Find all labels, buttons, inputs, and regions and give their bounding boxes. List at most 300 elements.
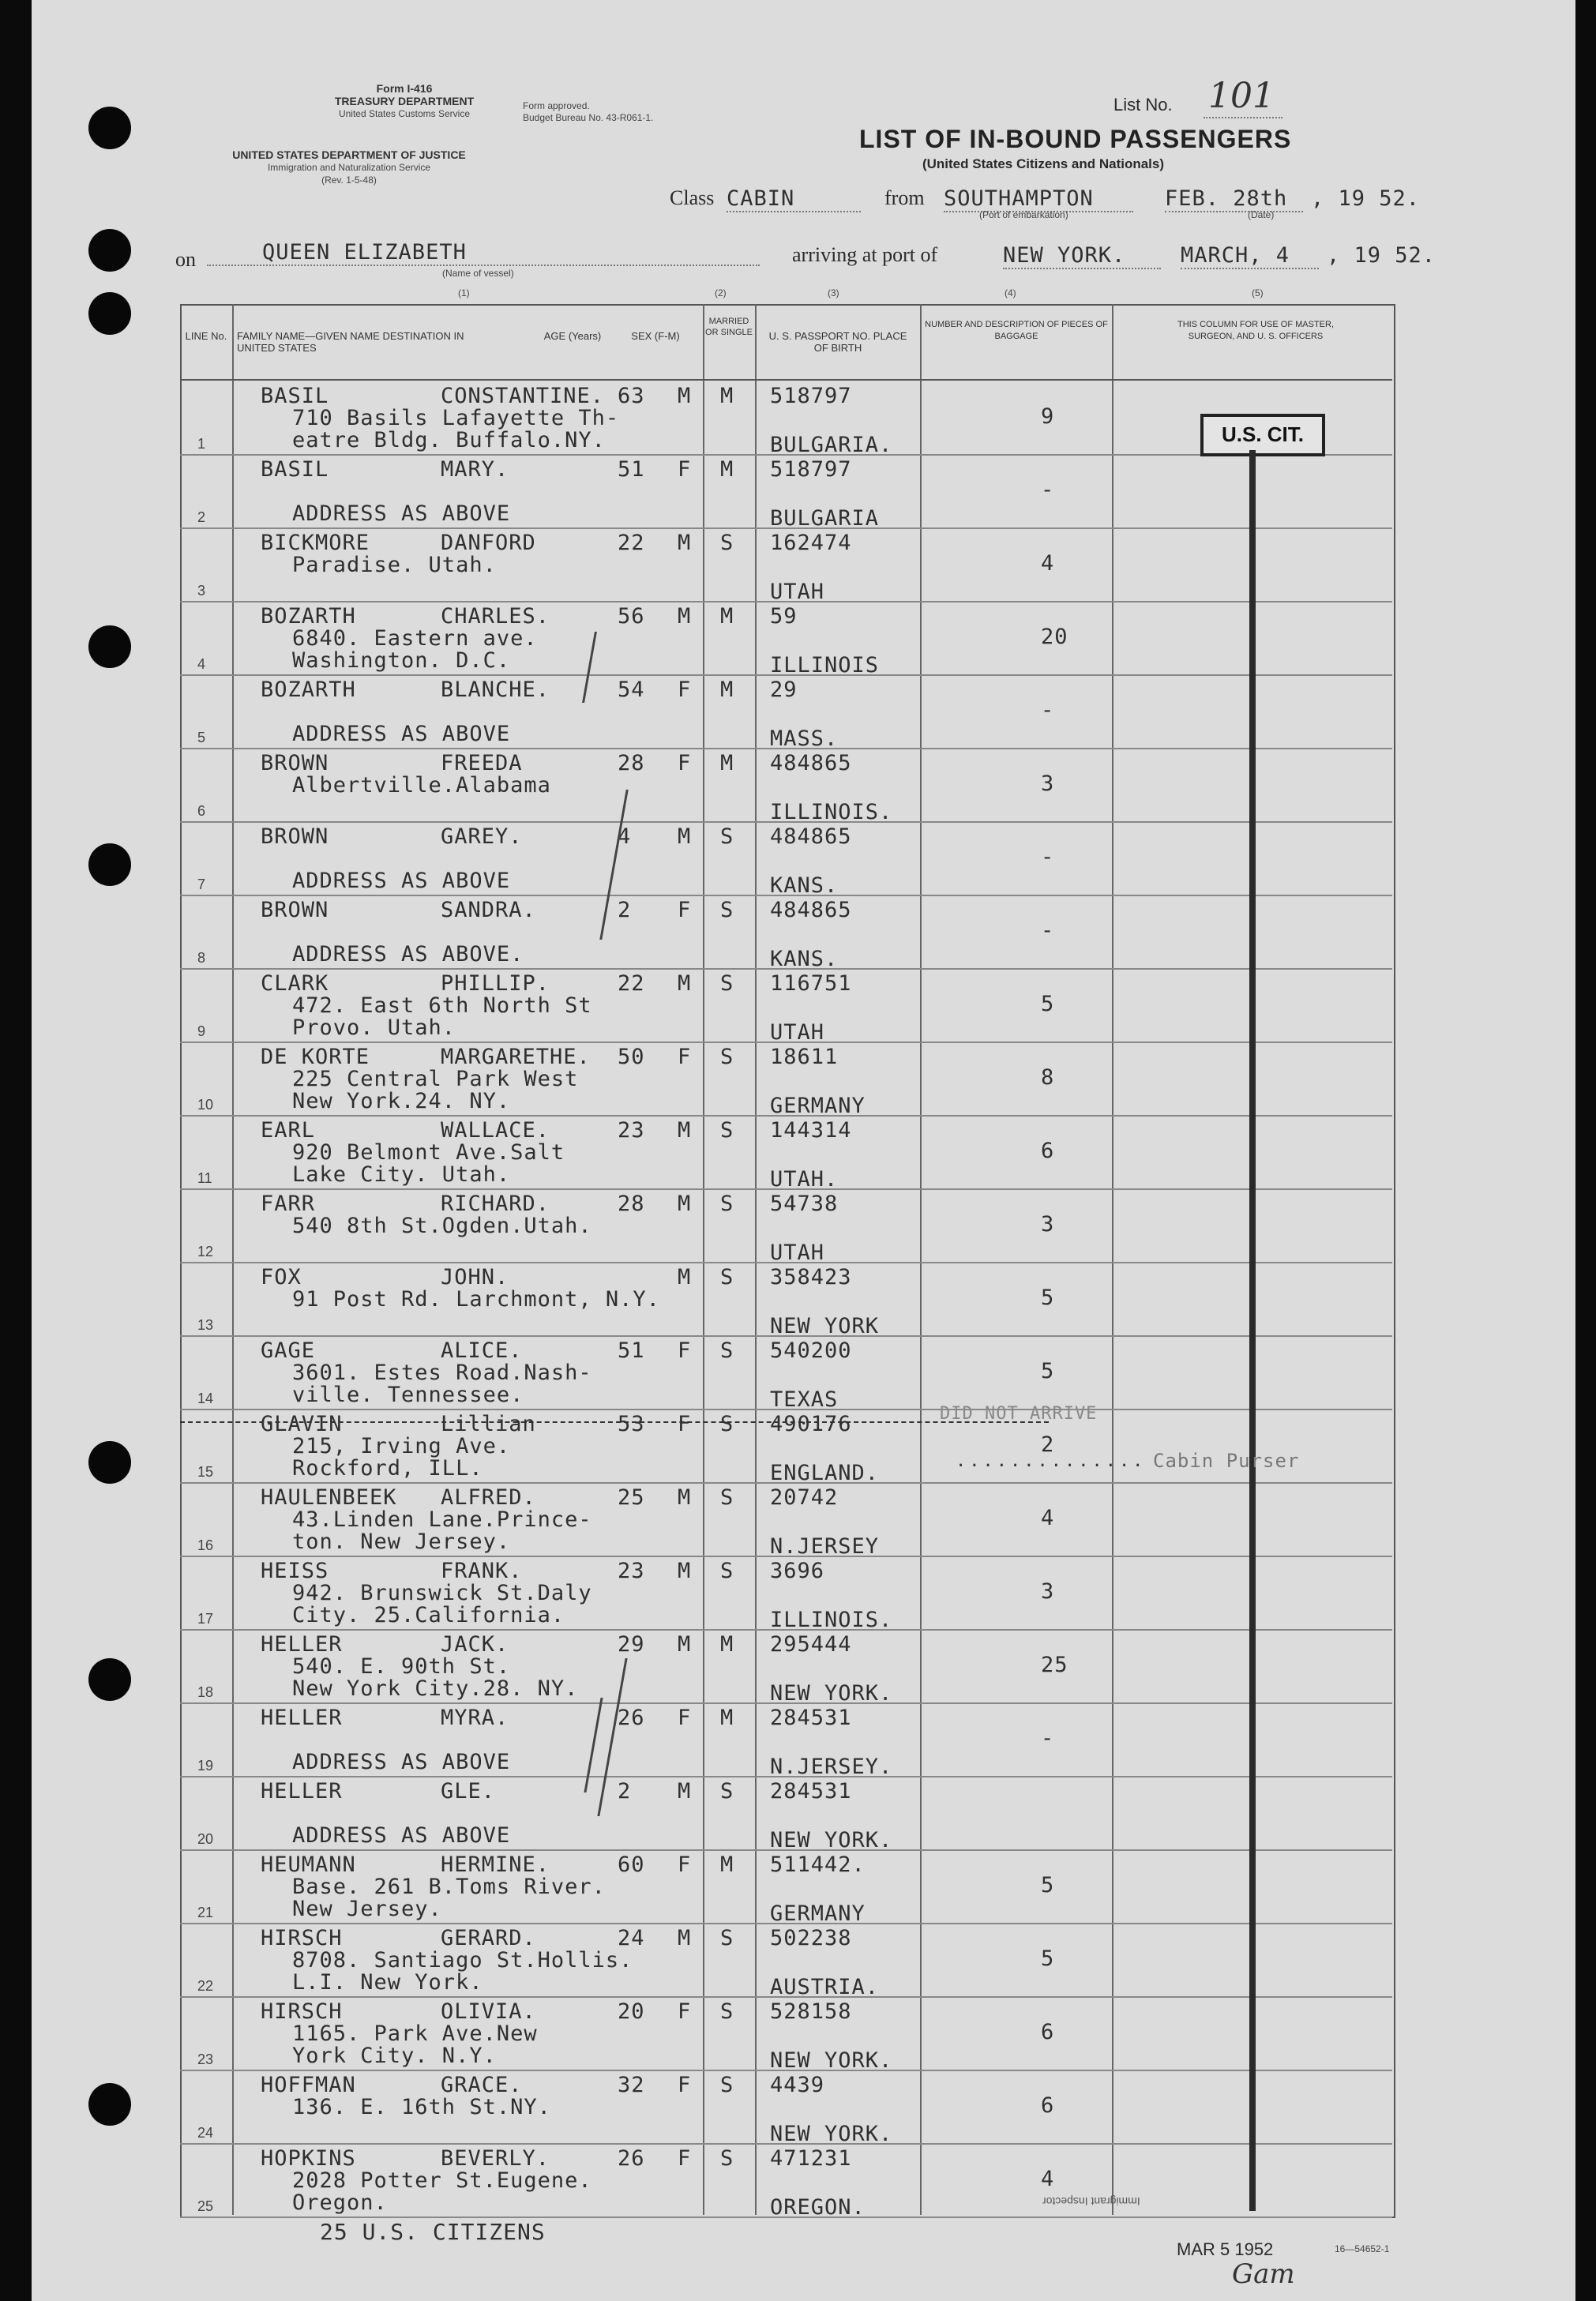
place-of-birth: NEW YORK. — [770, 1681, 893, 1706]
family-name: BASIL — [261, 457, 329, 482]
punch-hole — [88, 292, 131, 335]
address-line-2: Provo. Utah. — [292, 1015, 456, 1040]
address-line-2: ADDRESS AS ABOVE — [292, 869, 511, 893]
address-line-1: 540. E. 90th St. — [292, 1654, 511, 1679]
place-of-birth: N.JERSEY — [770, 1534, 880, 1559]
port-embark-caption: (Port of embarkation) — [979, 209, 1068, 220]
form-subtitle: (United States Citizens and Nationals) — [922, 156, 1165, 171]
line-number: 8 — [197, 950, 206, 966]
given-name: BLANCHE. — [441, 678, 550, 702]
sex: M — [678, 604, 692, 629]
marital-status: S — [720, 1412, 734, 1436]
header-divider — [180, 379, 1392, 381]
place-of-birth: MASS. — [770, 726, 839, 751]
sex: M — [678, 1118, 692, 1143]
customs-service: United States Customs Service — [338, 108, 471, 119]
line-number: 7 — [197, 876, 206, 892]
given-name: FREEDA — [441, 751, 523, 775]
sex: F — [678, 1999, 692, 2024]
age: 22 — [618, 971, 645, 996]
address-line-2: ton. New Jersey. — [292, 1530, 511, 1554]
col-divider — [1112, 304, 1113, 2215]
baggage-count: 5 — [1041, 992, 1055, 1016]
age: 54 — [618, 678, 645, 702]
punch-hole — [88, 1441, 131, 1484]
class-label: Class — [670, 186, 715, 209]
address-line-1: 215, Irving Ave. — [292, 1434, 511, 1458]
line-number: 15 — [197, 1464, 214, 1480]
form-approved: Form approved. — [523, 100, 590, 111]
arriving-label: arriving at port of — [792, 243, 938, 266]
passport-no: 144314 — [770, 1118, 852, 1143]
punch-hole — [88, 107, 131, 149]
baggage-count: 4 — [1041, 2167, 1055, 2191]
marital-status: S — [720, 1485, 734, 1510]
marital-status: S — [720, 1999, 734, 2024]
col-num-2: (2) — [715, 287, 727, 298]
family-name: BOZARTH — [261, 678, 356, 702]
age: 51 — [618, 457, 645, 482]
baggage-count: 8 — [1041, 1065, 1055, 1090]
address-line-2: New Jersey. — [292, 1897, 442, 1921]
punch-hole — [88, 229, 131, 272]
line-number: 14 — [197, 1391, 214, 1406]
marital-status: S — [720, 971, 734, 996]
place-of-birth: BULGARIA — [770, 506, 880, 531]
passport-no: 162474 — [770, 531, 852, 555]
sex: M — [678, 1632, 692, 1657]
place-of-birth: KANS. — [770, 947, 839, 971]
from-label: from — [884, 186, 925, 209]
baggage-count: 6 — [1041, 2020, 1055, 2044]
punch-hole — [88, 843, 131, 886]
baggage-count: - — [1041, 845, 1055, 869]
baggage-count: 3 — [1041, 1579, 1055, 1604]
sex: M — [678, 1265, 692, 1289]
given-name: MYRA. — [441, 1706, 509, 1730]
address-line-2: New York.24. NY. — [292, 1089, 511, 1113]
vessel-value: QUEEN ELIZABETH — [207, 240, 760, 266]
baggage-count: 2 — [1041, 1432, 1055, 1457]
strike-line — [180, 1421, 1049, 1423]
place-of-birth: NEW YORK. — [770, 1828, 893, 1852]
revision: (Rev. 1-5-48) — [321, 175, 377, 186]
address-line-2: ADDRESS AS ABOVE — [292, 1823, 511, 1848]
hdr-name: FAMILY NAME—GIVEN NAME DESTINATION IN UNITED STATES — [237, 330, 464, 354]
address-line-2: ville. Tennessee. — [292, 1383, 524, 1407]
passport-no: 18611 — [770, 1045, 839, 1069]
address-line-1: 942. Brunswick St.Daly — [292, 1581, 592, 1605]
date-value: FEB. 28th — [1165, 186, 1303, 212]
marital-status: M — [720, 457, 734, 482]
marital-status: M — [720, 384, 734, 408]
address-line-2: Rockford, ILL. — [292, 1456, 483, 1481]
punch-hole — [88, 1658, 131, 1701]
place-of-birth: UTAH — [770, 580, 825, 604]
passport-no: 59 — [770, 604, 798, 629]
family-name: HELLER — [261, 1706, 343, 1730]
list-no-label: List No. — [1113, 95, 1173, 114]
line-number: 19 — [197, 1758, 214, 1774]
did-not-arrive-note: DID NOT ARRIVE — [940, 1404, 1098, 1424]
sex: F — [678, 751, 692, 775]
age: 25 — [618, 1485, 645, 1510]
marital-status: M — [720, 604, 734, 629]
family-name: HOPKINS — [261, 2146, 356, 2171]
given-name: MARY. — [441, 457, 509, 482]
passport-no: 20742 — [770, 1485, 839, 1510]
age: 20 — [618, 1999, 645, 2024]
address-line-1: 91 Post Rd. Larchmont, N.Y. — [292, 1287, 660, 1312]
on-label: on — [175, 248, 196, 271]
marital-status: S — [720, 1779, 734, 1804]
line-number: 22 — [197, 1978, 214, 1994]
address-line-1: 8708. Santiago St.Hollis. — [292, 1948, 633, 1973]
from-value: SOUTHAMPTON — [944, 186, 1133, 212]
passport-no: 116751 — [770, 971, 852, 996]
sex: F — [678, 1706, 692, 1730]
handwritten-initials: Gam — [1232, 2258, 1295, 2290]
address-line-1: 6840. Eastern ave. — [292, 626, 538, 651]
family-name: FARR — [261, 1192, 316, 1216]
arrival-port: NEW YORK. — [1003, 243, 1161, 269]
age: 63 — [618, 384, 645, 408]
sex: F — [678, 1338, 692, 1363]
marital-status: S — [720, 1192, 734, 1216]
sex: F — [678, 898, 692, 922]
line-number: 4 — [197, 656, 206, 672]
age: 4 — [618, 824, 632, 849]
given-name: CHARLES. — [441, 604, 550, 629]
family-name: BROWN — [261, 751, 329, 775]
place-of-birth: NEW YORK. — [770, 2122, 893, 2146]
col-divider — [755, 304, 757, 2215]
family-name: DE KORTE — [261, 1045, 370, 1069]
marital-status: S — [720, 1045, 734, 1069]
age: 28 — [618, 751, 645, 775]
age: 50 — [618, 1045, 645, 1069]
line-number: 20 — [197, 1831, 214, 1847]
hdr-officers: THIS COLUMN FOR USE OF MASTER, SURGEON, AND U. S. OFFICERS — [1177, 320, 1334, 341]
address-line-1: 710 Basils Lafayette Th- — [292, 406, 620, 430]
line-number: 5 — [197, 730, 206, 745]
family-name: HELLER — [261, 1632, 343, 1657]
place-of-birth: TEXAS — [770, 1387, 839, 1412]
place-of-birth: GERMANY — [770, 1094, 866, 1118]
family-name: FOX — [261, 1265, 302, 1289]
passport-no: 3696 — [770, 1559, 825, 1583]
passport-no: 484865 — [770, 898, 852, 922]
baggage-count: 6 — [1041, 2093, 1055, 2118]
marital-status: M — [720, 751, 734, 775]
place-of-birth: UTAH — [770, 1241, 825, 1265]
given-name: DANFORD — [441, 531, 536, 555]
given-name: PHILLIP. — [441, 971, 550, 996]
passport-no: 295444 — [770, 1632, 852, 1657]
form-number: Form I-416 — [376, 82, 433, 95]
sex: M — [678, 1779, 692, 1804]
place-of-birth: ILLINOIS — [770, 653, 880, 678]
given-name: ALFRED. — [441, 1485, 536, 1510]
sex: M — [678, 824, 692, 849]
sex: F — [678, 1412, 692, 1436]
address-line-1: Paradise. Utah. — [292, 553, 497, 577]
address-line-2: York City. N.Y. — [292, 2044, 497, 2068]
list-no-underline — [1204, 117, 1282, 118]
passport-no: 490176 — [770, 1412, 852, 1436]
place-of-birth: ENGLAND. — [770, 1461, 880, 1485]
age: 26 — [618, 1706, 645, 1730]
passport-no: 284531 — [770, 1706, 852, 1730]
address-line-1: 472. East 6th North St — [292, 993, 592, 1018]
address-line-1: Base. 261 B.Toms River. — [292, 1875, 606, 1899]
baggage-count: 4 — [1041, 1506, 1055, 1530]
given-name: GLE. — [441, 1779, 496, 1804]
given-name: JACK. — [441, 1632, 509, 1657]
line-number: 17 — [197, 1611, 214, 1627]
given-name: RICHARD. — [441, 1192, 550, 1216]
place-of-birth: ILLINOIS. — [770, 1608, 893, 1632]
hdr-married: MARRIED OR SINGLE — [705, 317, 753, 337]
marital-status: S — [720, 824, 734, 849]
baggage-count: 20 — [1041, 625, 1068, 649]
place-of-birth: UTAH — [770, 1020, 825, 1045]
place-of-birth: N.JERSEY. — [770, 1755, 893, 1779]
address-line-1: 225 Central Park West — [292, 1067, 579, 1091]
marital-status: S — [720, 531, 734, 555]
line-number: 6 — [197, 803, 206, 819]
marital-status: M — [720, 1852, 734, 1877]
address-line-2: eatre Bldg. Buffalo.NY. — [292, 428, 606, 452]
inspector-stamp: Immigrant Inspector — [1042, 2195, 1140, 2208]
col-num-5: (5) — [1252, 287, 1264, 298]
given-name: Lillian — [441, 1412, 536, 1436]
place-of-birth: UTAH. — [770, 1167, 839, 1192]
address-line-2: New York City.28. NY. — [292, 1676, 579, 1701]
justice-dept: UNITED STATES DEPARTMENT OF JUSTICE — [232, 148, 466, 161]
line-number: 24 — [197, 2125, 214, 2141]
hdr-age: AGE (Years) — [543, 330, 602, 342]
address-line-2: ADDRESS AS ABOVE. — [292, 942, 524, 967]
age: 56 — [618, 604, 645, 629]
col-num-3: (3) — [828, 287, 839, 298]
line-number: 16 — [197, 1537, 214, 1553]
col-divider — [920, 304, 922, 2215]
sex: F — [678, 457, 692, 482]
col-divider — [232, 304, 234, 2215]
line-number: 23 — [197, 2051, 214, 2067]
line-number: 25 — [197, 2198, 214, 2214]
age: 2 — [618, 1779, 632, 1804]
passport-no: 4439 — [770, 2073, 825, 2097]
line-number: 10 — [197, 1097, 214, 1113]
hdr-line-no: LINE No. — [185, 330, 227, 342]
place-of-birth: KANS. — [770, 873, 839, 898]
address-line-1: 136. E. 16th St.NY. — [292, 2095, 551, 2119]
given-name: CONSTANTINE. — [441, 384, 605, 408]
baggage-count: - — [1041, 478, 1055, 502]
given-name: JOHN. — [441, 1265, 509, 1289]
list-no-value: 101 — [1208, 76, 1275, 116]
baggage-count: - — [1041, 918, 1055, 943]
baggage-count: 3 — [1041, 771, 1055, 796]
sex: M — [678, 1559, 692, 1583]
place-of-birth: GERMANY — [770, 1901, 866, 1926]
treasury-dept: TREASURY DEPARTMENT — [334, 95, 475, 107]
passport-no: 54738 — [770, 1192, 839, 1216]
marital-status: S — [720, 1926, 734, 1950]
date-caption: (Date) — [1248, 209, 1275, 220]
marital-status: S — [720, 2073, 734, 2097]
baggage-count: 4 — [1041, 551, 1055, 576]
place-of-birth: AUSTRIA. — [770, 1975, 880, 1999]
baggage-count: 3 — [1041, 1212, 1055, 1237]
given-name: BEVERLY. — [441, 2146, 550, 2171]
family-name: BOZARTH — [261, 604, 356, 629]
given-name: ALICE. — [441, 1338, 523, 1363]
address-line-2: Oregon. — [292, 2190, 388, 2215]
line-number: 21 — [197, 1905, 214, 1920]
address-line-1: 3601. Estes Road.Nash- — [292, 1361, 592, 1385]
place-of-birth: BULGARIA. — [770, 433, 893, 457]
given-name: HERMINE. — [441, 1852, 550, 1877]
address-line-2: ADDRESS AS ABOVE — [292, 1750, 511, 1774]
given-name: OLIVIA. — [441, 1999, 536, 2024]
address-line-1: 920 Belmont Ave.Salt — [292, 1140, 565, 1165]
baggage-count: 6 — [1041, 1139, 1055, 1163]
passport-no: 511442. — [770, 1852, 866, 1877]
year-1: , 19 52. — [1311, 186, 1421, 211]
passport-no: 484865 — [770, 824, 852, 849]
family-name: BICKMORE — [261, 531, 370, 555]
marital-status: M — [720, 678, 734, 702]
hdr-baggage: NUMBER AND DESCRIPTION OF PIECES OF BAGGAGE — [925, 320, 1108, 341]
given-name: FRANK. — [441, 1559, 523, 1583]
form-title: LIST OF IN-BOUND PASSENGERS — [859, 125, 1292, 153]
total-citizens: 25 U.S. CITIZENS — [320, 2219, 546, 2245]
marital-status: S — [720, 1559, 734, 1583]
sex: F — [678, 1045, 692, 1069]
passport-no: 29 — [770, 678, 798, 702]
line-number: 3 — [197, 583, 206, 599]
family-name: EARL — [261, 1118, 316, 1143]
place-of-birth: NEW YORK. — [770, 2048, 893, 2073]
place-of-birth: OREGON. — [770, 2195, 866, 2220]
ins-service: Immigration and Naturalization Service — [267, 162, 431, 173]
passport-no: 358423 — [770, 1265, 852, 1289]
line-number: 12 — [197, 1244, 214, 1259]
line-number: 13 — [197, 1317, 214, 1333]
baggage-count: 5 — [1041, 1946, 1055, 1971]
passport-no: 540200 — [770, 1338, 852, 1363]
address-line-2: Washington. D.C. — [292, 648, 511, 673]
hdr-sex: SEX (F-M) — [631, 330, 680, 342]
baggage-count: 5 — [1041, 1286, 1055, 1310]
address-line-2: ADDRESS AS ABOVE — [292, 722, 511, 746]
family-name: BROWN — [261, 898, 329, 922]
col-num-1: (1) — [458, 287, 470, 298]
punch-hole — [88, 625, 131, 668]
age: 32 — [618, 2073, 645, 2097]
sex: F — [678, 2073, 692, 2097]
vessel-caption: (Name of vessel) — [442, 268, 514, 279]
stamp-date: MAR 5 1952 — [1177, 2239, 1274, 2259]
place-of-birth: NEW YORK — [770, 1314, 880, 1338]
class-value: CABIN — [727, 186, 861, 212]
marital-status: S — [720, 1118, 734, 1143]
baggage-count: 5 — [1041, 1873, 1055, 1897]
address-line-1: 2028 Potter St.Eugene. — [292, 2168, 592, 2193]
age: 23 — [618, 1118, 645, 1143]
marital-status: M — [720, 1632, 734, 1657]
family-name: HEUMANN — [261, 1852, 356, 1877]
marital-status: S — [720, 1265, 734, 1289]
form-code: 16—54652-1 — [1335, 2243, 1390, 2254]
age: 51 — [618, 1338, 645, 1363]
sex: M — [678, 971, 692, 996]
age: 26 — [618, 2146, 645, 2171]
given-name: GERARD. — [441, 1926, 536, 1950]
family-name: BROWN — [261, 824, 329, 849]
sex: M — [678, 1192, 692, 1216]
col-num-4: (4) — [1005, 287, 1016, 298]
age: 29 — [618, 1632, 645, 1657]
passport-no: 518797 — [770, 457, 852, 482]
baggage-count: - — [1041, 698, 1055, 723]
line-number: 11 — [197, 1170, 212, 1186]
family-name: CLARK — [261, 971, 329, 996]
passport-no: 528158 — [770, 1999, 852, 2024]
budget-bureau: Budget Bureau No. 43-R061-1. — [523, 112, 654, 123]
sex: M — [678, 1926, 692, 1950]
punch-hole — [88, 2083, 131, 2126]
sex: M — [678, 1485, 692, 1510]
dotted-leader: .............. — [956, 1451, 1147, 1471]
baggage-count: 5 — [1041, 1359, 1055, 1383]
given-name: GRACE. — [441, 2073, 523, 2097]
address-line-2: ADDRESS AS ABOVE — [292, 501, 511, 526]
sex: M — [678, 531, 692, 555]
family-name: HEISS — [261, 1559, 329, 1583]
line-number: 2 — [197, 509, 206, 525]
age: 22 — [618, 531, 645, 555]
line-number: 9 — [197, 1023, 206, 1039]
marital-status: S — [720, 1338, 734, 1363]
line-number: 18 — [197, 1684, 214, 1700]
family-name: GAGE — [261, 1338, 316, 1363]
given-name: GAREY. — [441, 824, 523, 849]
line-number: 1 — [197, 436, 206, 452]
age: 2 — [618, 898, 632, 922]
passport-no: 518797 — [770, 384, 852, 408]
passport-no: 484865 — [770, 751, 852, 775]
age: 24 — [618, 1926, 645, 1950]
arrival-date: MARCH, 4 — [1181, 243, 1319, 269]
cabin-purser-note: Cabin Purser — [1153, 1450, 1300, 1472]
marital-status: S — [720, 898, 734, 922]
sex: F — [678, 1852, 692, 1877]
citizen-bracket-line — [1249, 450, 1256, 2211]
sex: F — [678, 678, 692, 702]
family-name: GLAVIN — [261, 1412, 343, 1436]
given-name: WALLACE. — [441, 1118, 550, 1143]
hdr-passport: U. S. PASSPORT NO. PLACE OF BIRTH — [768, 330, 907, 354]
family-name: HIRSCH — [261, 1999, 343, 2024]
year-2: , 19 52. — [1327, 243, 1436, 268]
baggage-count: - — [1041, 1726, 1055, 1751]
place-of-birth: ILLINOIS. — [770, 800, 893, 824]
age: 28 — [618, 1192, 645, 1216]
